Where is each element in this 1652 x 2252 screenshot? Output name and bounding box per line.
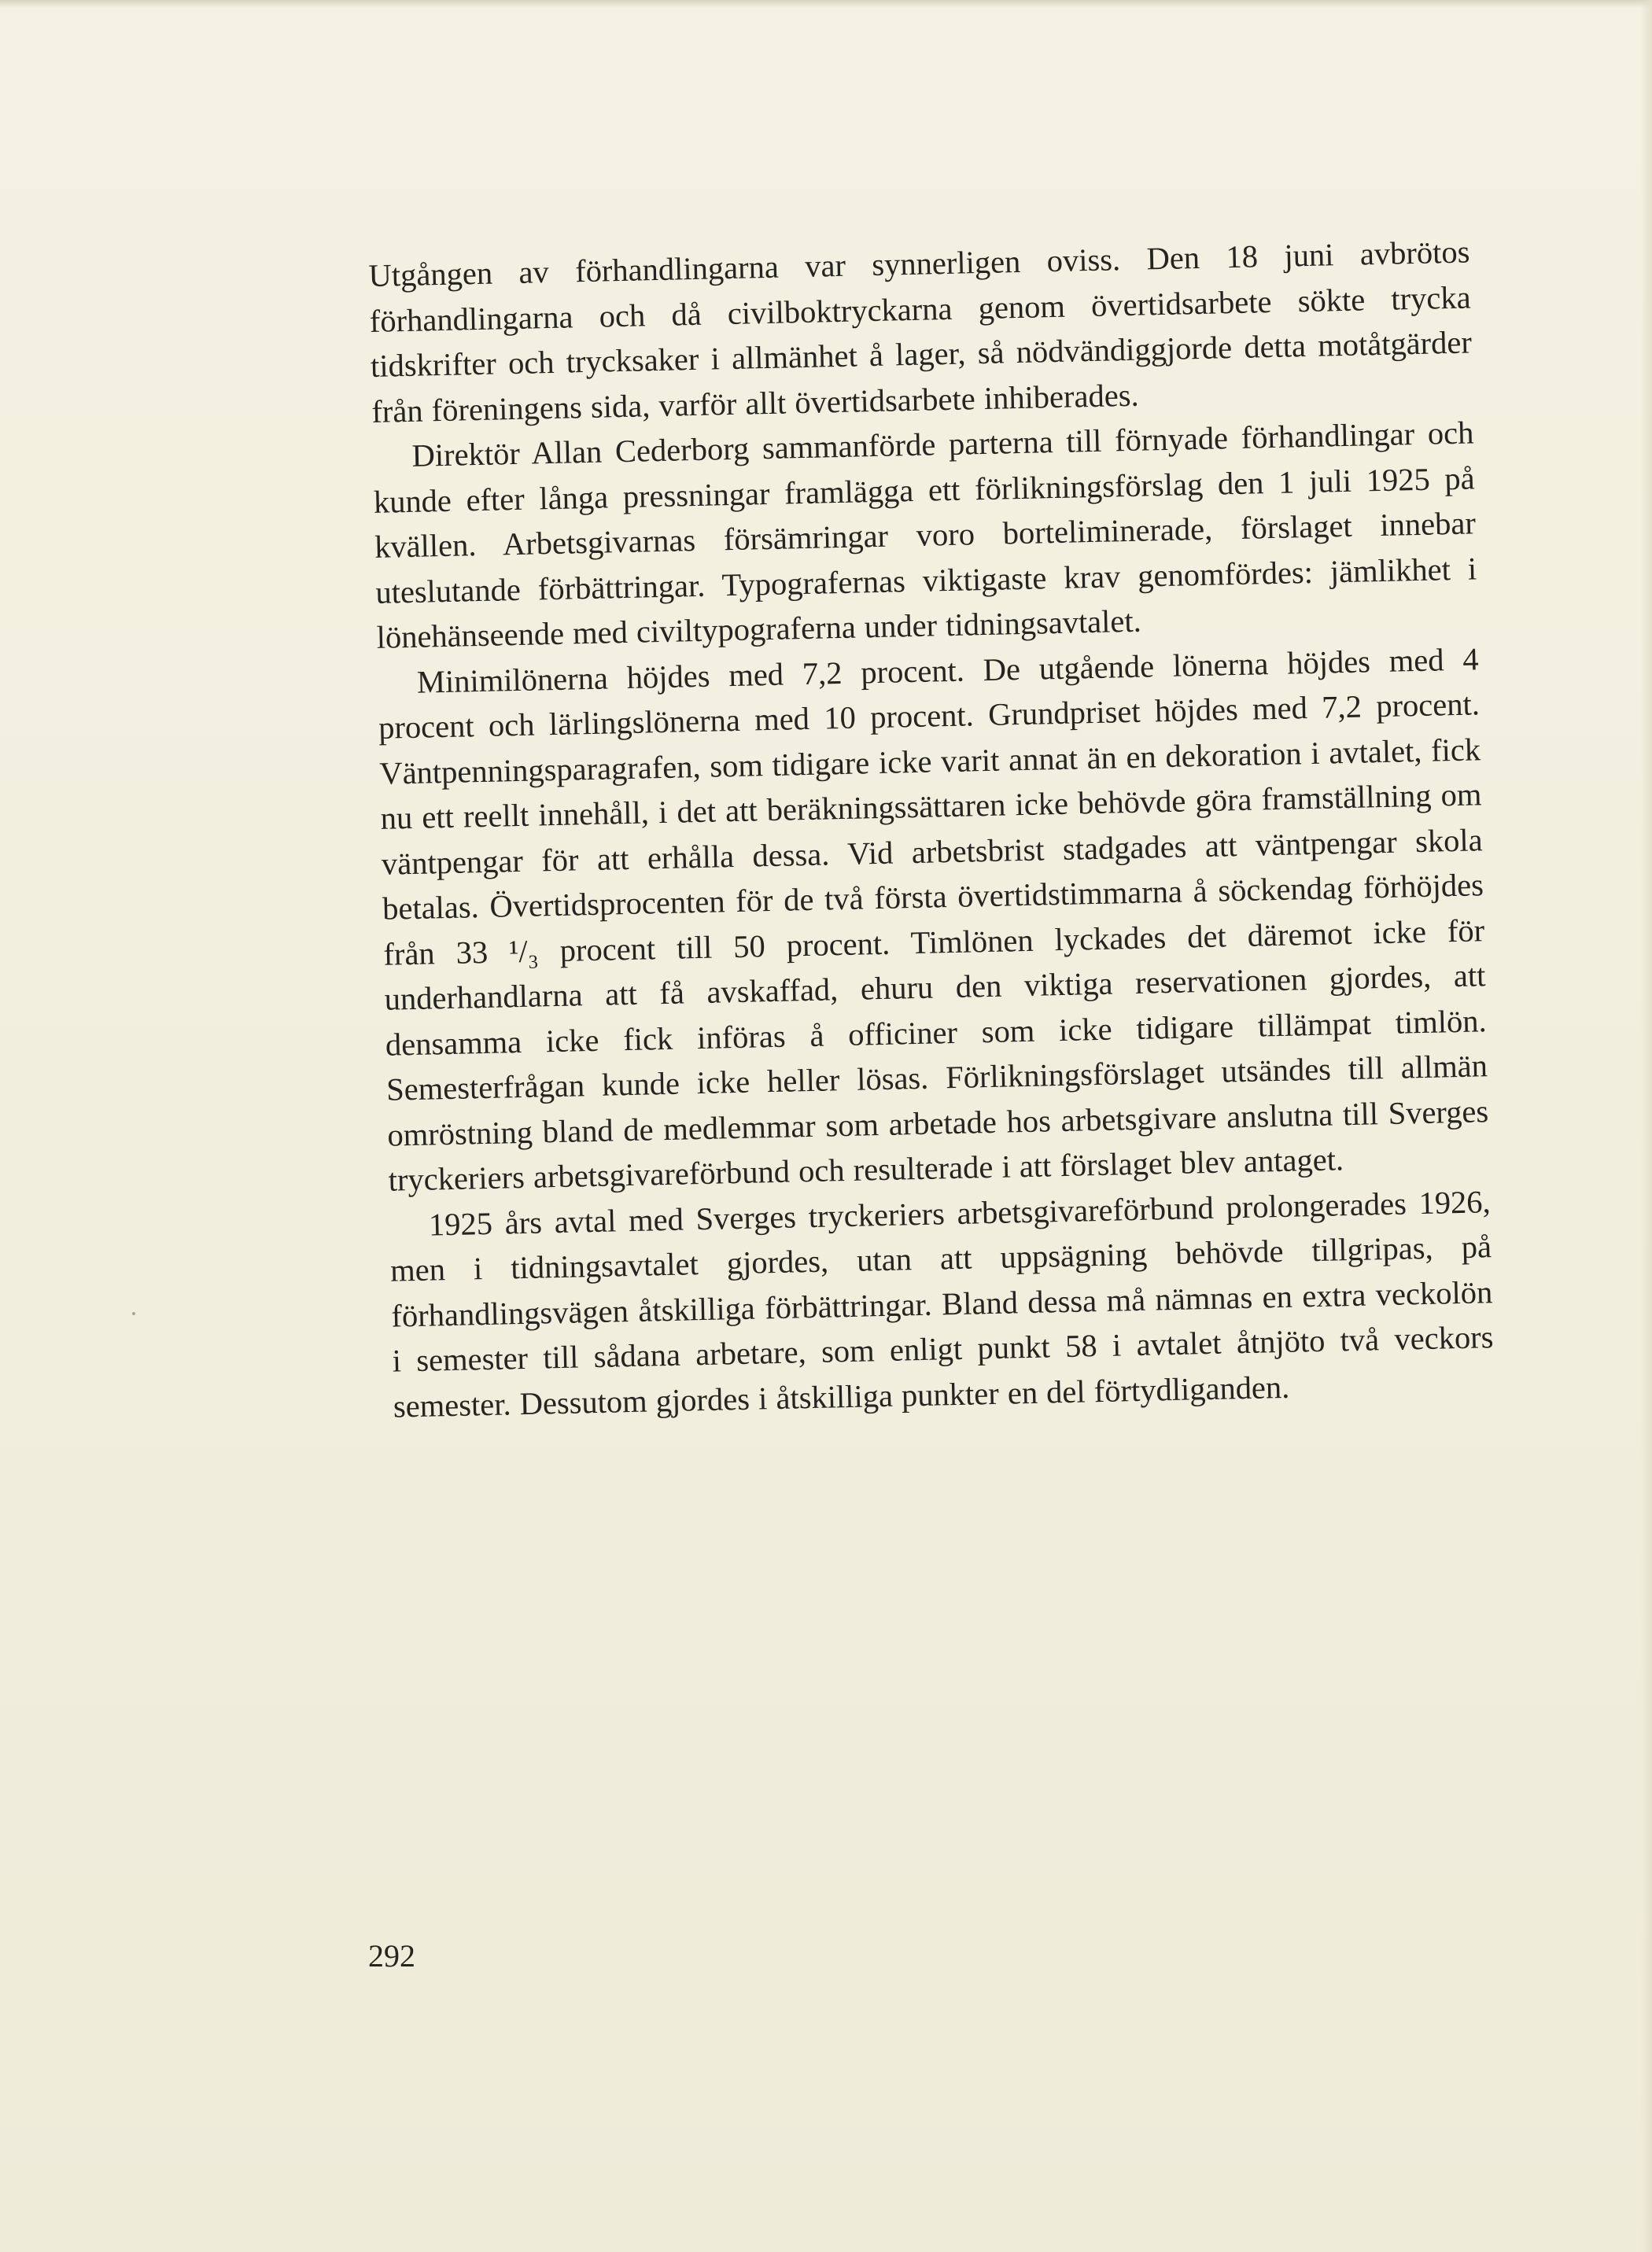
paragraph-2: Direktör Allan Cederborg sammanförde parterna till förnyade förhandlingar och kunde efter långa pressningar framlägga ett förlikningsförslag den 1 juli 1925 på kvällen. Arbetsgivarnas försämringar voro borteliminerade, förslaget innebar uteslutande förbättringar. Typografernas viktigaste krav genomfördes: jämlikhet i lönehänseende med civiltypograferna under tidningsavtalet. (373, 415, 1477, 655)
body-text (368, 229, 1495, 1428)
paper-speck (132, 1312, 135, 1315)
page-top-edge-shadow (0, 0, 1652, 8)
paragraph-4: 1925 års avtal med Sverges tryckeriers arbetsgivareförbund prolongerades 1926, men i tidningsavtalet gjordes, utan att uppsägning behövde tillgripas, på förhandlingsvägen åtskilliga förbättringar. Bland dessa må nämnas en extra veckolön i semester till sådana arbetare, som enligt punkt 58 i avtalet åtnjöto två veckors semester. Dessutom gjordes i åtskilliga punkter en del förtydliganden. (389, 1183, 1494, 1425)
paragraph-3: Minimilönerna höjdes med 7,2 procent. De utgående lönerna höjdes med 4 procent och lärlingslönerna med 10 procent. Grundpriset höjdes med 7,2 procent. Väntpenningsparagrafen, som tidigare icke varit annat än en dekoration i avtalet, fick nu ett reellt innehåll, i det att beräkningssättaren icke behövde göra framställning om väntpengar för att erhålla dessa. Vid arbetsbrist stadgades att väntpengar skola betalas. Övertidsprocenten för de två första övertidstimmarna å söckendag förhöjdes från 33 ¹/₃ procent till 50 procent. Timlönen lyckades det däremot icke för underhandlarna att få avskaffad, ehuru den viktiga reservationen gjordes, att densamma icke fick införas å officiner som icke tidigare tillämpat timlön. Semesterfrågan kunde icke heller lösas. Förlikningsförslaget utsändes till allmän omröstning bland de medlemmar som arbetade hos arbetsgivare anslutna till Sverges tryckeriers arbetsgivareförbund och resulterade i att förslaget blev antaget. (378, 640, 1489, 1198)
page-number: 292 (368, 1938, 415, 1974)
paragraph-1: Utgången av förhandlingarna var synnerligen oviss. Den 18 juni avbrötos förhandlingarna och då civilboktryckarna genom övertidsarbete sökte trycka tidskrifter och trycksaker i allmänhet å lager, så nödvändiggjorde detta motåtgärder från föreningens sida, varför allt övertidsarbete inhiberades. (368, 234, 1473, 429)
page-right-edge-shadow (1641, 0, 1652, 2252)
